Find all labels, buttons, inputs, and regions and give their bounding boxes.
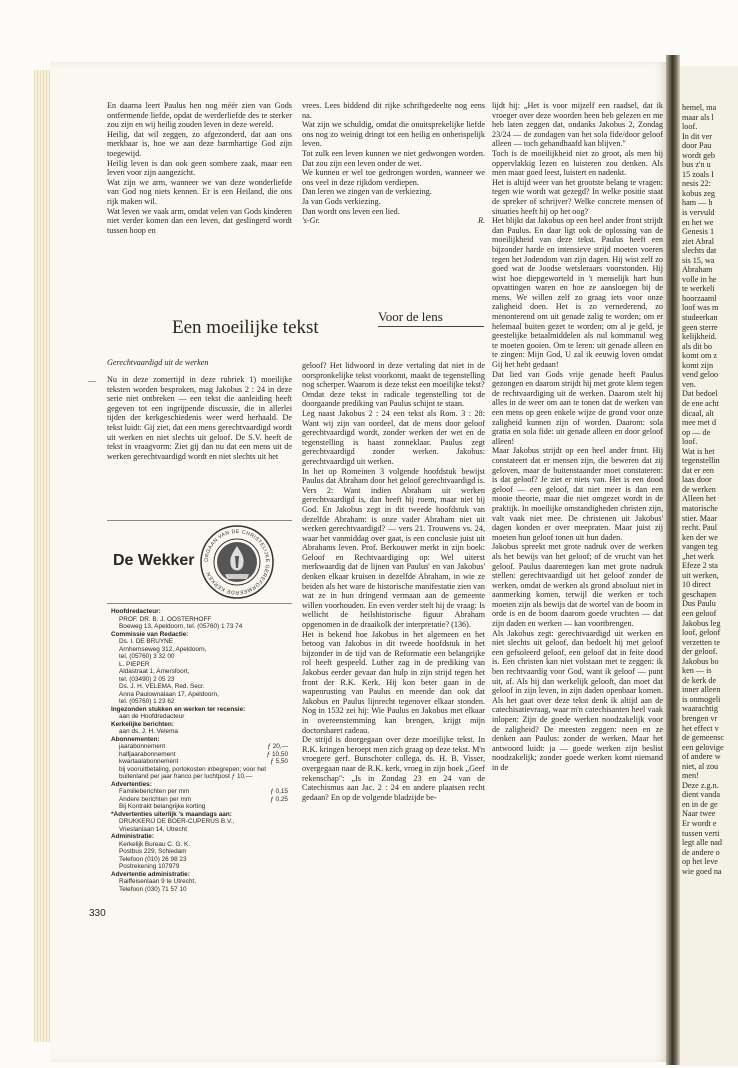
- right-page-line: vend geloo: [682, 370, 719, 380]
- right-page-line: Alleen het: [682, 494, 716, 504]
- right-page-line: brengen vr: [682, 714, 718, 723]
- right-page-line: hoorzaaml: [682, 293, 717, 303]
- paragraph: vrees. Lees biddend dit rijke schriftgedeelte nog eens na.: [302, 101, 485, 120]
- right-page-line: recht. Paul: [682, 523, 718, 533]
- adv-admin-line: Telefoon (030) 71 57 10: [119, 885, 187, 893]
- right-page-line: men!: [682, 771, 699, 781]
- right-page-line: kobus zeg: [682, 188, 715, 198]
- right-page-line: als dit bo: [682, 341, 713, 351]
- commissie-line: Aldastraat 1, Amersfoort,: [119, 668, 190, 675]
- paragraph: Het is bekend hoe Jakobus in het algemeen en het betoog van Jakobus in dit tweede hoofdstuk in het bijzonder in de tijd van de Reformatie een belangrijke rol heeft gespeeld. Luther zag in de prediking van Jakobus eerder gevaar dan hulp in zijn strijd tegen het front der R.K. Kerk. Hij kon beter gaan in de wapenrusting van Paulus en meende dan ook dat Jakobus en Paulus lijnrecht tegenover elkaar stonden. Nog in 1532 zei hij: Wie Paulus en Jakobus met elkaar in overeenstemming kan brengen, krijgt mijn doctorsbaret cadeau.: [302, 629, 485, 735]
- right-page-line: ken — is: [682, 666, 712, 676]
- right-page-line: dicaal, alt: [682, 408, 714, 418]
- right-page-line: bus z'n u: [682, 160, 711, 170]
- administratie-line: Telefoon (010) 26 98 23: [119, 855, 187, 863]
- price-label: halfjaarabonnement: [119, 750, 176, 758]
- right-page-line: te werkeli: [682, 284, 715, 294]
- right-page-line: ven.: [682, 379, 696, 389]
- right-page-line: en in de ge: [682, 799, 718, 809]
- commissie-line: tel. (03490) 2 05 23: [119, 675, 175, 683]
- commissie-line: tel. (05760) 1 23 62: [119, 698, 175, 705]
- right-page-line: kelijkheid.: [682, 332, 717, 342]
- right-page-line: ham — h: [682, 198, 713, 208]
- hoofdredacteur: PROF. DR. B. J. OOSTERHOFF: [119, 615, 212, 623]
- right-page-line: of andere w: [682, 752, 721, 762]
- right-page-line: uit werken,: [682, 570, 719, 580]
- price-value: ƒ 0,25: [270, 795, 288, 803]
- price-row: [111, 758, 288, 766]
- label-commissie: Commissie van Redactie:: [111, 630, 189, 638]
- right-page-line: Wat is het: [682, 446, 715, 456]
- column-2-article: [302, 361, 485, 802]
- advertenties-deadline: *Advertenties uiterlijk 's maandags aan:: [111, 810, 232, 818]
- commissie-line: Anna Paulownalaan 17, Apeldoorn,: [119, 690, 219, 698]
- paragraph: Het is altijd weer van het grootste belang te vragen: tegen wie wordt wat gezegd? In welke positie staat de spreker of schrijver? Welke concrete mensen of situaties heeft hij op het oog?: [492, 177, 663, 216]
- paragraph: Heilig, dat wil zeggen, zo afgezonderd, dat aan ons merkbaar is, hoe we aan deze barmhartige God zijn toegewijd.: [107, 129, 292, 158]
- right-page-line: Efeze 2 sta: [682, 561, 718, 571]
- right-page-line: inner alleen: [682, 685, 721, 695]
- paragraph: Tot zulk een leven kunnen we niet gedwongen worden. Dat zou zijn een leven onder de wet.: [302, 148, 485, 168]
- column-1-article: [107, 375, 292, 461]
- right-page-line: de werken: [682, 484, 716, 494]
- right-page-line: matorische: [682, 503, 718, 513]
- right-page-line: Dat bedoel: [682, 389, 718, 399]
- right-page-line: geschapen: [682, 589, 717, 599]
- right-page-line: de ene acht: [682, 398, 719, 408]
- right-page-line: een gelovige: [682, 742, 724, 752]
- administratie-line: Postbus 229, Schiedam: [119, 848, 187, 855]
- hoofdredacteur-address: Boeweg 13, Apeldoorn, tel. (05760) 1 73 74: [119, 623, 243, 630]
- paragraph: Nu in deze zomertijd in deze rubriek 1) moeilijke teksten worden besproken, mag Jakobus 2 : 24 in deze serie niet ontbreken — een tekst die aanleiding heeft gegeven tot een ingrijpende discussie, die in allerlei tijden der kerkgeschiedenis weer werd herhaald. De tekst luidt: Gij ziet, dat een mens gerechtvaardigd wordt uit werken en niet slechts uit geloof. De S.V. heeft de tekst in vraagvorm: Ziet gij dan nu dat een mens uit de werken gerechtvaardigd wordt en niet slechts uit het: [107, 375, 292, 461]
- right-page-line: volle in he: [682, 274, 717, 284]
- right-page-line: het effect v: [682, 723, 719, 733]
- right-page-line: en het we: [682, 217, 714, 227]
- right-page-line: niet, al zou: [682, 761, 719, 771]
- signature-place: 's-Gr.: [302, 216, 320, 226]
- adv-admin-line: Raiffeisenlaan 9 te Utrecht,: [119, 878, 196, 885]
- article-title: Een moeilijke tekst: [172, 317, 319, 338]
- right-page-line: loof was m: [682, 303, 719, 313]
- right-page-line: komt om z: [682, 351, 718, 361]
- right-page-line: „het werk: [682, 551, 715, 561]
- right-page-line: Jakobus bo: [682, 656, 719, 666]
- paragraph: Leg naast Jakobus 2 : 24 een tekst als Rom. 3 : 28: Want wij zijn van oordeel, dat de mens door geloof gerechtvaardigd wordt, zonder werken der wet en de tegenstelling is haast zonneklaar. Paulus zegt gerechtvaardigd zonder werken. Jakobus: gerechtvaardigd uit werken.: [302, 408, 485, 466]
- right-page-line: tegenstellin: [682, 456, 720, 466]
- right-page-line: de gemeensc: [682, 733, 725, 743]
- right-page-line: Deze z.g.n.: [682, 780, 719, 790]
- masthead-name: De Wekker: [113, 552, 195, 569]
- paragraph: Als Jakobus zegt: gerechtvaardigd uit werken en niet slechts uit geloof, dan bedoelt hij met geloof een gefsoleerd geloof, een geloof dat in feite dood is. Een christen kan niet volstaan met te zeggen: ik ben rechtvaardig voor God, want ik geloof — punt uit, af. Als hij dan werkelijk gelooft, dan moet dat geloof in zijn leven, in zijn daden openbaar komen. Als het gaat over deze tekst denk ik altijd aan de catechisatievraag, waar m'n catechisanten heel vaak inlopen: Zijn de goede werken noodzakelijk voor de zaligheid? De meesten zeggen: neen en ze denken aan Paulus: zonder de werken. Maar het antwoord luidt: ja — goede werken zijn beslist noodzakelijk; zonder goede werken komt niemand in de: [492, 628, 663, 772]
- label-kerkelijke: Kerkelijke berichten:: [111, 720, 174, 728]
- advertenties-note: Bij Kontrakt belangrijke korting: [119, 803, 206, 810]
- right-page-line: tussen verti: [682, 828, 720, 838]
- price-row: [111, 743, 288, 751]
- price-label: Familieberichten per mm: [119, 788, 190, 795]
- column-1-top: [107, 101, 292, 235]
- label-hoofdredacteur: Hoofdredacteur:: [111, 608, 161, 615]
- paragraph: We kunnen er wel toe gedrongen worden, wanneer we ons veel in deze rijkdom verdiepen.: [302, 168, 485, 187]
- paragraph: Heilig leven is dan ook geen sombere zaak, maar een leven voor zijn aangezicht.: [107, 158, 292, 178]
- paragraph: Ja van Gods verkiezing.: [302, 196, 381, 206]
- right-page-line: op — de: [682, 427, 711, 437]
- paragraph: Dat lied van Gods vrije genade heeft Paulus gezongen en daarom strijdt hij met grote klem tegen de rechtvaardiging uit de werken. Daarom stelt hij alles in de weer om aan te tonen dat de werken van een mens op geen enkele wijze de grond voor onze zaligheid kunnen zijn of worden. Daarom: sola gratia en sola fide: uit genade alleen en door geloof alleen!: [492, 369, 663, 446]
- kerkelijke: aan ds. J. H. Velema: [119, 728, 178, 735]
- right-page-line: dat er een: [682, 465, 714, 475]
- right-page-line: legt alle nad: [682, 838, 723, 848]
- administratie-line: Postrekening 107979: [119, 863, 180, 870]
- signature-initial: R.: [477, 216, 485, 226]
- paragraph: Omdat deze tekst in radicale tegenstelling tot de doorgaande prediking van Paulus schijnt te staan.: [302, 389, 485, 409]
- right-page-line: door Pau: [682, 141, 712, 151]
- abonnementen-note: bij vooruitbetaling, portokosten inbegrepen; voor het buitenland per jaar franco per luchtpost ƒ 10,—: [119, 765, 267, 780]
- paragraph: Het blijkt dat Jakobus op een heel ander front strijdt dan Paulus. En daar ligt ook de oplossing van de moeilijkheid van deze tekst. Paulus heeft een bijzonder harde en intensieve strijd moeten voeren tegen het Jodendom van zijn dagen. Hij wist zelf zo goed wat de Joodse wetsleraars voorstonden. Hij wist hoe diepgeworteld in 't menselijk hart hun opvattingen waren en hoe ze aansloegen bij de mens. We willen zelf zo graag iets voor onze zaligheid doen. Het is zo vernederend, zo menonterend om uit genade zalig te worden; om er helemaal buiten gezet te worden; om al je geld, je geestelijke betaalmiddelen als nul kommanul weg te moeten gooien. Om te leren: uit genade alleen en te zingen: Mijn God, U zal ik eeuwig loven omdat Gij het hebt gedaan!: [492, 216, 663, 370]
- masthead-info: [107, 604, 292, 893]
- right-page-line: loof.: [682, 122, 698, 132]
- price-row: [111, 796, 288, 804]
- right-page-line: Er wordt e: [682, 819, 717, 829]
- right-page-line: stier. Maar: [682, 513, 718, 523]
- right-page-line: ken der we: [682, 532, 718, 542]
- section-label: Voor de lens: [378, 309, 443, 324]
- right-page-line: op het leve: [682, 857, 718, 867]
- right-page-line: geen sterre: [682, 322, 718, 332]
- price-value: ƒ 0,15: [270, 788, 288, 795]
- label-administratie: Administratie:: [111, 833, 154, 840]
- right-page-line: komt zijn: [682, 360, 714, 370]
- right-page-line: Dus Paulu: [682, 599, 716, 609]
- column-2-top: [302, 101, 485, 226]
- commissie-line: Arnhemseweg 312, Apeldoorn,: [119, 645, 207, 653]
- signature: [302, 216, 485, 226]
- right-page-line: nesis 22:: [682, 179, 711, 189]
- masthead-logo: [107, 520, 292, 604]
- drukkerij-address: Vrieslanlaan 14, Utrecht: [119, 825, 187, 833]
- margin-mark: —: [88, 376, 96, 385]
- label-abonnementen: Abonnementen:: [111, 735, 160, 743]
- right-page-line: In dit ver: [682, 131, 713, 141]
- right-page-line: Abraham: [682, 265, 713, 275]
- seal-icon: [199, 524, 275, 600]
- paragraph: En daarna leert Paulus hen nog méér zien van Gods ontfermende liefde, opdat de werderliefde des te sterker zou zijn en wij heilig zouden leven in deze wereld.: [107, 101, 292, 130]
- right-page-line: een geloof: [682, 608, 717, 618]
- right-page-line: verzetten te: [682, 637, 720, 647]
- commissie-line: Ds. I. DE BRUYNE: [119, 638, 173, 645]
- right-page-line: is vervuld: [682, 208, 715, 218]
- page-number: 330: [89, 908, 106, 919]
- masthead-box: [107, 520, 292, 893]
- ingezonden: aan de Hoofdredacteur: [119, 713, 185, 720]
- price-label: Andere berichten per mm: [119, 795, 192, 803]
- price-value: ƒ 10,50: [266, 750, 288, 758]
- paragraph: Toch is de moeilijkheid niet zo groot, als men bij oppervlakkig lezen en luisteren zou denken. Als men maar goed leest, luistert en nadenkt.: [492, 148, 663, 178]
- paragraph: Wat leven we vaak arm, omdat velen van Gods kinderen niet verder komen dan een leven, dat geslingerd wordt tussen hoop en: [107, 206, 292, 235]
- commissie-line: tel. (05760) 3 32 00: [119, 653, 175, 660]
- paragraph: Dan wordt ons leven een lied.: [302, 206, 400, 216]
- label-adv-admin: Advertentie administratie:: [111, 870, 190, 878]
- book-gutter: [666, 55, 680, 1065]
- price-row: [111, 788, 288, 796]
- article-subtitle: Gerechtvaardigd uit de werken: [107, 358, 209, 367]
- label-ingezonden: Ingezonden stukken en werken ter recensie:: [111, 705, 246, 713]
- price-value: ƒ 20,—: [267, 743, 288, 750]
- price-row: [111, 751, 288, 759]
- right-page-line: sis 15, wa: [682, 255, 715, 265]
- right-page-line: Jakobus leg: [682, 618, 721, 628]
- right-page-line: loof, geloof: [682, 628, 721, 638]
- paragraph: geloof? Het lidwoord in deze vertaling dat niet in de oorspronkelijke tekst voorkomt, maakt de tegenstelling nog scherper. Waarom is deze tekst een moeilijke tekst?: [302, 361, 485, 390]
- right-page-line: studeerkan: [682, 313, 718, 323]
- drukkerij: DRUKKERIJ DE BOER-CUPERUS B.V.,: [119, 818, 235, 825]
- right-page-line: wordt geb: [682, 150, 715, 160]
- section-rule: [378, 326, 484, 327]
- paragraph: Wat zijn we schuldig, omdat die onuitsprekelijke liefde ons nog zo weinig dringt tot een heilig en onberispelijk leven.: [302, 120, 485, 149]
- right-page-line: mee met d: [682, 418, 717, 428]
- paragraph: Maar Jakobus strijdt op een heel ander front. Hij constateert dat er mensen zijn, die beweren dat zij geloven, maar de buitenstaander moet constateren: is dat geloof? Je ziet er niets van. Het is een dood geloof — een geloof, dat niet meer is dan een mooie theorie, maar die niet omgezet wordt in de praktijk. In moeilijke omstandigheden christen zijn, valt vaak niet mee. De christenen uit Jakobus' dagen konden er over meepraten. Maar juist zij moeten hun geloof tonen uit hun daden.: [492, 446, 663, 542]
- paragraph: Dan leren we zingen van de verkiezing.: [302, 187, 432, 197]
- column-3: [492, 101, 663, 773]
- right-page-line: is onmogeli: [682, 694, 721, 704]
- right-page-line: vangen teg: [682, 542, 718, 552]
- right-page-line: loof.: [682, 437, 698, 447]
- right-page-line: de andere o: [682, 847, 720, 857]
- right-page-line: dient vanda: [682, 790, 720, 800]
- right-page-line: de kerk de: [682, 675, 717, 685]
- right-page-line: slechts dat: [682, 246, 717, 256]
- right-page-line: Naar twee: [682, 809, 716, 819]
- commissie-line: L. PIEPER: [119, 660, 150, 668]
- price-label: jaarabonnement: [119, 743, 166, 750]
- right-page-line: hemel, ma: [682, 103, 717, 112]
- right-page-line: ziet Abral: [682, 236, 715, 246]
- administratie-line: Kerkelijk Bureau C. G. K.: [119, 840, 191, 848]
- right-page-line: 10 direct: [682, 580, 711, 590]
- right-page-line: maar als l: [682, 112, 714, 122]
- right-page-line: der geloof.: [682, 647, 718, 657]
- right-page-line: Genesis 1: [682, 227, 715, 237]
- label-advertenties: Advertenties:: [111, 780, 152, 788]
- svg-text:ORGAAN VAN DE CHRISTELIJKE GER: ORGAAN VAN DE CHRISTELIJKE GEREFORMEERDE KERKEN: [203, 528, 271, 596]
- right-page-line: waarachtig: [682, 704, 718, 714]
- paragraph: Wat zijn we arm, wanneer we van deze wonderliefde van God nog niets kennen. Er is een Heiland, die ons rijk maken wil.: [107, 177, 292, 206]
- price-label: kwartaalabonnement: [119, 758, 179, 765]
- right-page-line: 15 zoals I: [682, 169, 714, 179]
- commissie-line: Ds. J. H. VELEMA, Red. Secr.: [119, 683, 205, 690]
- right-page: [679, 66, 738, 1066]
- right-page-text: [682, 103, 724, 876]
- right-page-line: laas door: [682, 475, 712, 485]
- price-value: ƒ 5,50: [270, 758, 288, 765]
- paragraph: Jakobus spreekt met grote nadruk over de werken als het bewijs van het geloof; of de vrucht van het geloof. Paulus daarentegen kan met grote nadruk stellen: gerechtvaardigd uit het geloof zonder de werken, omdat de werken als grond absoluut niet in aanmerking komen, terwijl die werken er toch moeten zijn als bewijs dat de wortel van de boom in orde is en de boom daarom goede vruchten — dat zijn daden en werken — kan voortbrengen.: [492, 542, 663, 629]
- paragraph: In het op Romeinen 3 volgende hoofdstuk bewijst Paulus dat Abraham door het geloof gerechtvaardigd is. Vers 2: Want indien Abraham uit werken gerechtvaardigd is, dan heeft hij roem, maar niet bij God. En Jakobus zegt in dit tweede hoofdstuk van dezelfde Abraham: is onze vader Abraham niet uit werken gerechtvaardigd? — vers 21. Trouwens vs. 24, waar het vanmiddag over gaat, is een conclusie juist uit Abrahams leven. Prof. Berkouwer merkt in zijn boek: Geloof en Rechtvaardiging op: Wel uiterst merkwaardig dat de lijnen van Paulus' en van Jakobus' denken elkaar kruisen in dezelfde Abraham, in wie ze beiden als het ware de historische manifestatie zien van wat ze in hun dringend vermaan aan de gemeente willen voorhouden. En even verder stelt hij de vraag: Is wellicht de heilshistorische figuur Abraham opgenomen in de draaikolk der interpretatie? (136).: [302, 466, 485, 630]
- right-page-line: wie goed na: [682, 866, 722, 876]
- paragraph: lijdt hij: „Het is voor mijzelf een raadsel, dat ik vroeger over deze woorden heen heb gelezen en me heb laten zeggen dat, ondanks Jakobus 2, Zondag 23/24 — de zondagen van het sola fide/door geloof alleen — toch gehandhaafd kan blijven.": [492, 101, 663, 149]
- paragraph: De strijd is doorgegaan over deze moeilijke tekst. In R.K. kringen beroept men zich graag op deze tekst. M'n vroegere gerf. Bunschoter collega, ds. H. B. Visser, overgegaan naar de R.K. kerk, vroeg in zijn boek „Geef rekenschap": „Is in Zondag 23 en 24 van de Catechismus aan Jac. 2 : 24 en andere plaatsen recht gedaan? En op de volgende bladzijde be-: [302, 735, 485, 802]
